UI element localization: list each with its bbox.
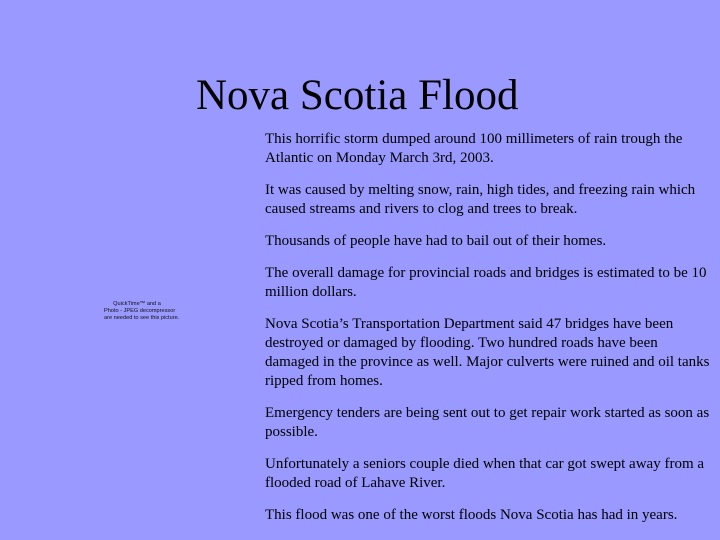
paragraph-conclusion: This flood was one of the worst floods Nova Scotia has had in years. [265,507,678,523]
placeholder-line: Photo - JPEG decompressor [104,308,176,314]
paragraph-transportation: Nova Scotia’s Transportation Department said 47 bridges have been destroyed or damaged by flooding. Two hundred roads have been damaged in the province as well. Major culverts were ruined and oil tanks ripped from homes. [265,316,710,389]
paragraph-emergency: Emergency tenders are being sent out to get repair work started as soon as possible. [265,405,710,440]
paragraph-cause: It was caused by melting snow, rain, high tides, and freezing rain which caused streams and rivers to clog and trees to break. [265,182,696,217]
slide-body [265,130,713,538]
paragraph-rainfall: This horrific storm dumped around 100 millimeters of rain trough the Atlantic on Monday March 3rd, 2003. [265,131,683,166]
paragraph-evacuation: Thousands of people have had to bail out of their homes. [265,233,607,249]
slide-title: Nova Scotia Flood [196,72,519,119]
paragraph-damage-cost: The overall damage for provincial roads and bridges is estimated to be 10 million dollars. [265,265,707,300]
placeholder-line: QuickTime™ and a [113,301,161,307]
image-placeholder [104,301,180,322]
placeholder-line: are needed to see this picture. [104,315,180,321]
paragraph-casualties: Unfortunately a seniors couple died when that car got swept away from a flooded road of Lahave River. [265,456,705,491]
